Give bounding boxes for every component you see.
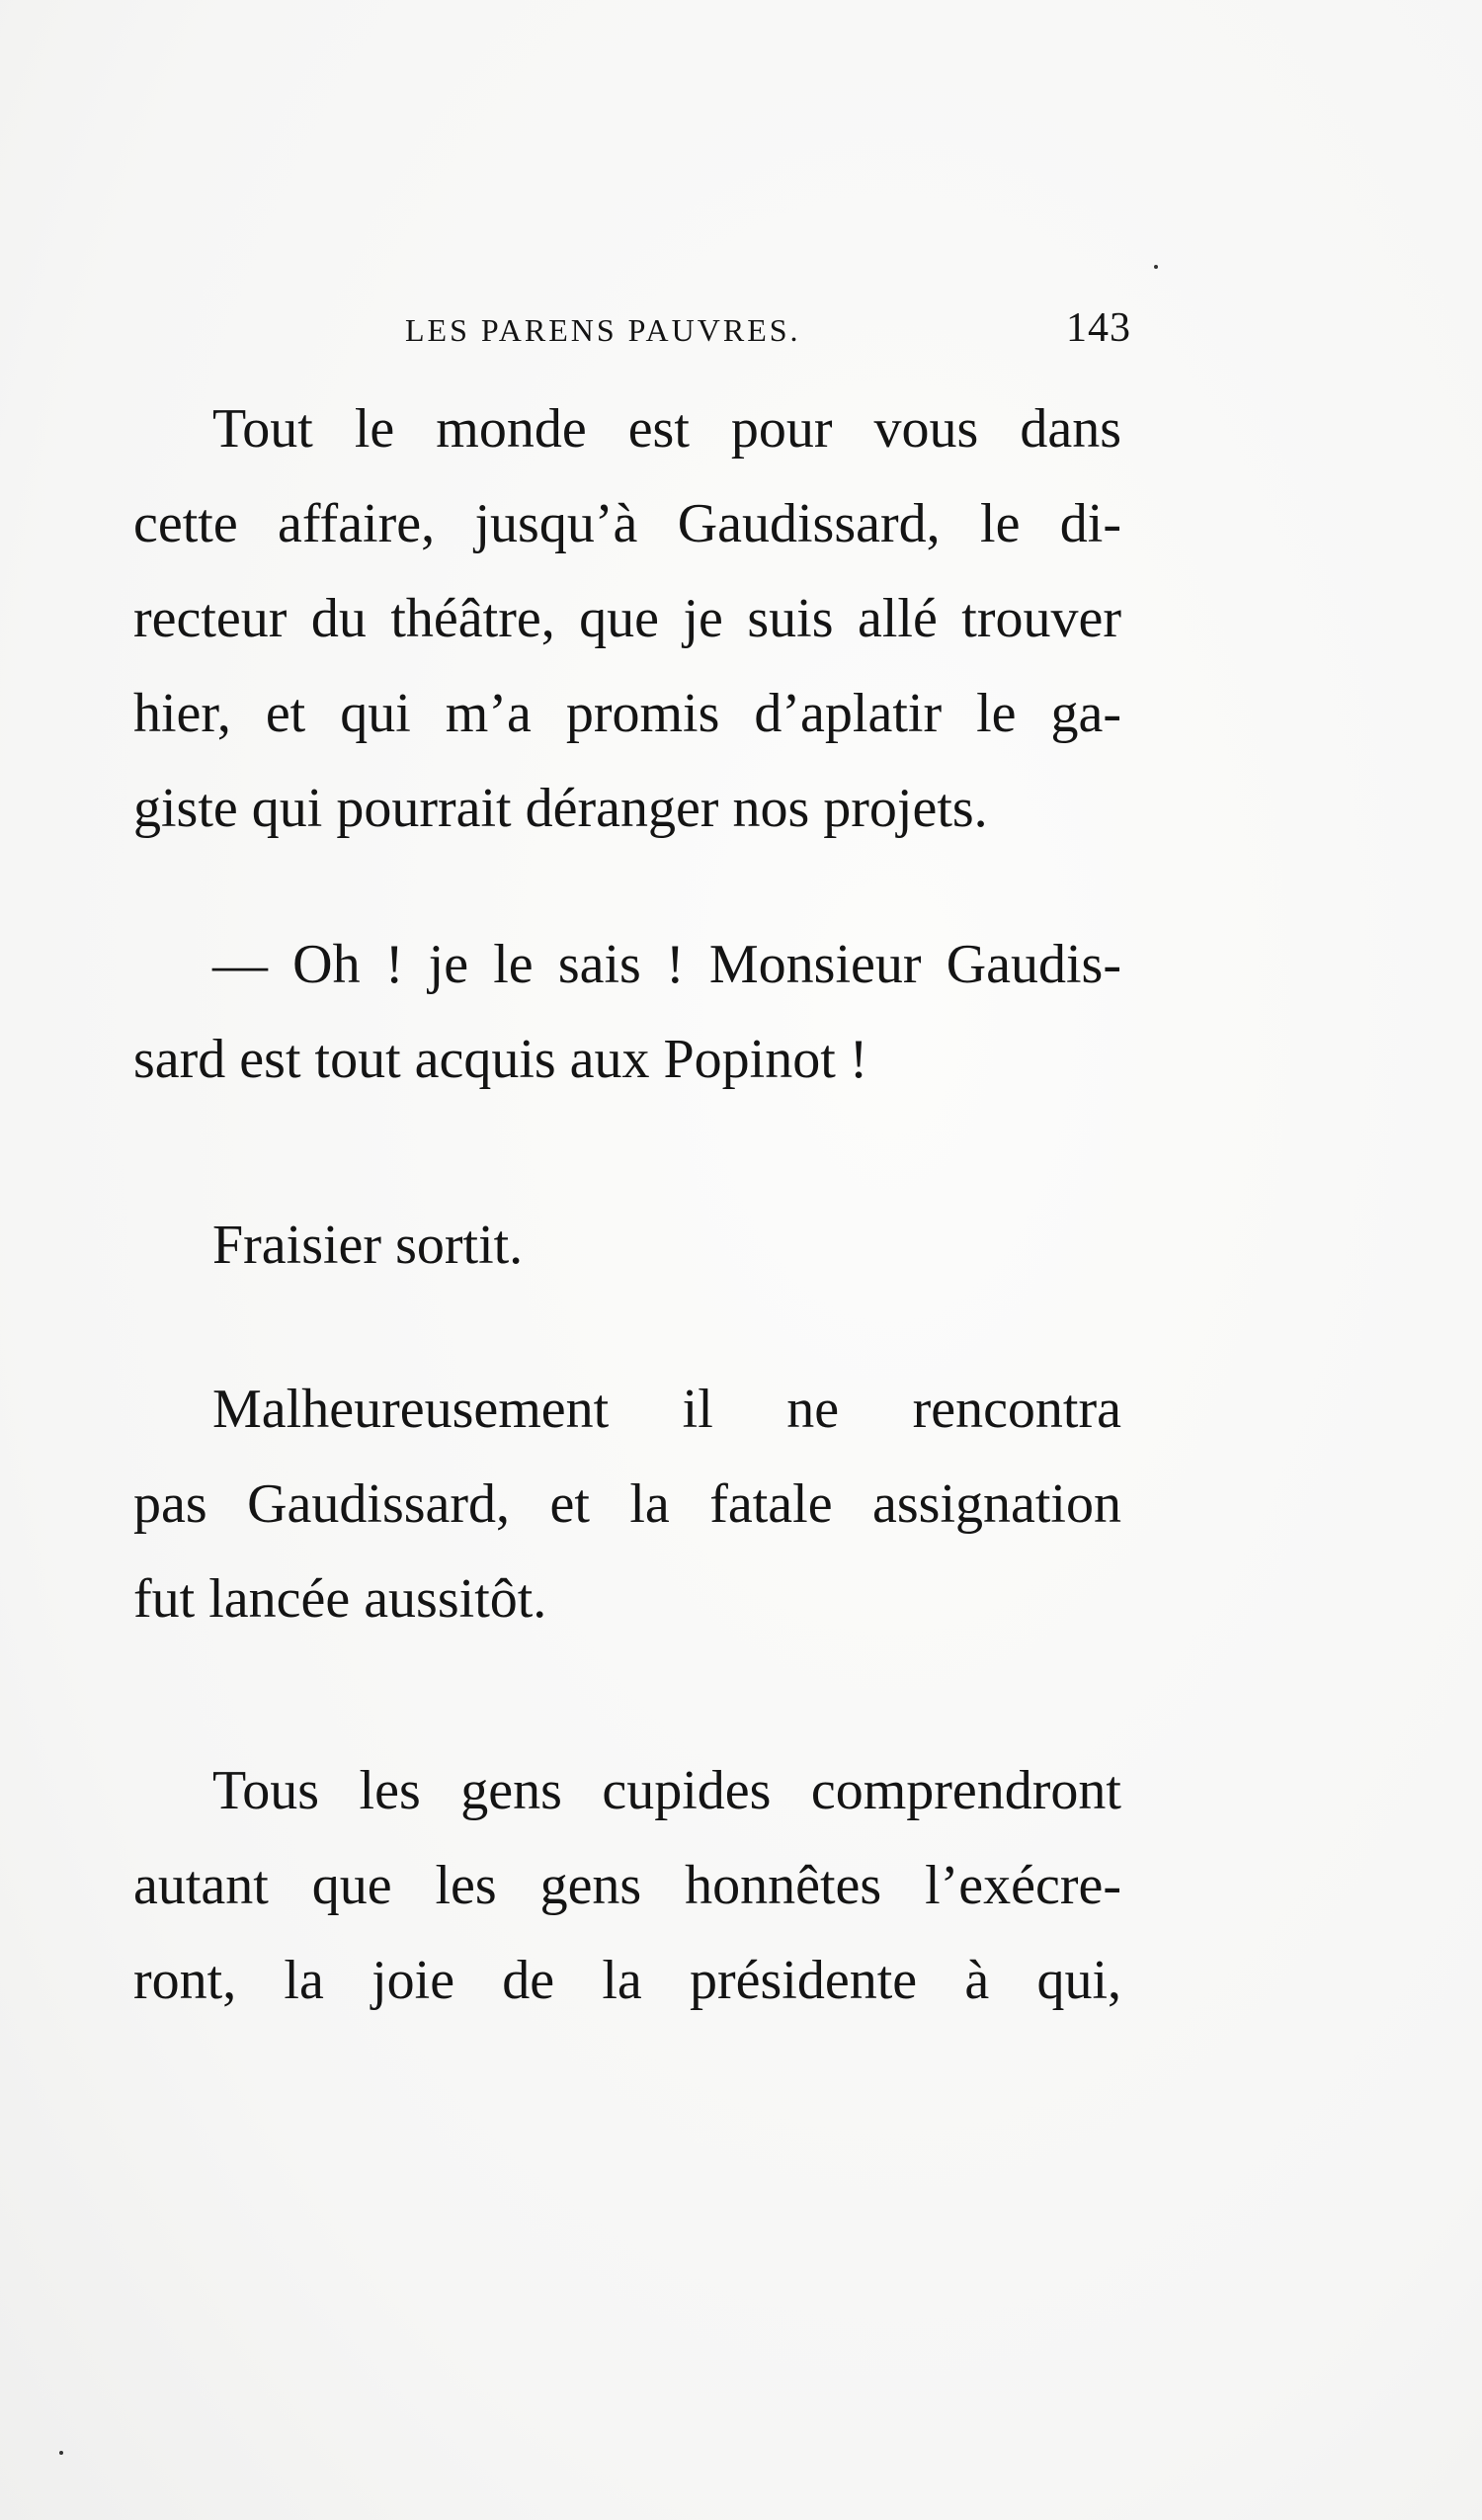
running-title: LES PARENS PAUVRES. xyxy=(405,312,801,348)
text-line: — Oh ! je le sais ! Monsieur Gaudis- xyxy=(212,934,1121,995)
ink-speck xyxy=(59,2451,63,2455)
page-header xyxy=(405,304,1131,354)
text-line: Tous les gens cupides comprendront xyxy=(212,1760,1121,1821)
text-line: recteur du théâtre, que je suis allé trouver xyxy=(133,588,1121,649)
text-line: pas Gaudissard, et la fatale assignation xyxy=(133,1473,1121,1535)
text-line: giste qui pourrait déranger nos projets. xyxy=(133,778,988,839)
text-line: autant que les gens honnêtes l’exécre- xyxy=(133,1855,1121,1916)
text-line: hier, et qui m’a promis d’aplatir le ga- xyxy=(133,683,1121,744)
text-line: fut lancée aussitôt. xyxy=(133,1568,547,1630)
text-line: cette affaire, jusqu’à Gaudissard, le di- xyxy=(133,493,1121,554)
text-line: ront, la joie de la présidente à qui, xyxy=(133,1950,1121,2011)
paragraph xyxy=(133,381,1121,761)
paragraph xyxy=(133,1743,1121,2028)
text-line: Tout le monde est pour vous dans xyxy=(212,398,1121,460)
ink-speck xyxy=(1154,265,1158,269)
text-line: Fraisier sortit. xyxy=(212,1215,524,1276)
page-number: 143 xyxy=(1066,305,1131,351)
paragraph xyxy=(133,917,1121,1012)
text-line: sard est tout acquis aux Popinot ! xyxy=(133,1029,868,1090)
paragraph xyxy=(133,1362,1121,1552)
paragraph-end xyxy=(133,761,1121,856)
paragraph xyxy=(133,1198,1121,1293)
paragraph-end xyxy=(133,1012,1121,1107)
text-line: Malheureusement il ne rencontra xyxy=(212,1379,1121,1440)
paragraph-end xyxy=(133,1552,1121,1646)
